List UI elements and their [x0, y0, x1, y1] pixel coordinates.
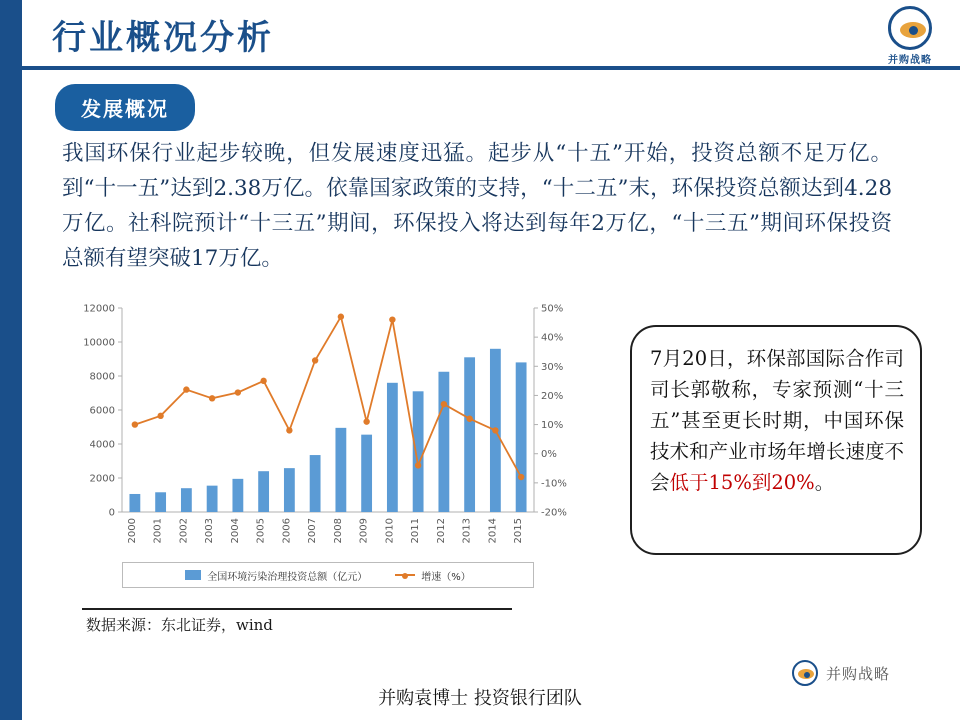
svg-text:2014: 2014	[487, 518, 499, 544]
wechat-account-label: 并购战略	[825, 664, 890, 683]
svg-text:2002: 2002	[178, 518, 190, 544]
eye-icon	[888, 6, 932, 50]
svg-text:2015: 2015	[513, 518, 525, 544]
callout-box	[630, 325, 922, 555]
svg-text:2010: 2010	[384, 518, 396, 544]
svg-text:2007: 2007	[307, 518, 319, 544]
svg-text:2011: 2011	[410, 518, 422, 544]
svg-text:2003: 2003	[204, 518, 216, 544]
svg-text:2009: 2009	[358, 518, 370, 544]
left-accent-bar	[0, 0, 22, 720]
svg-text:6000: 6000	[89, 405, 115, 417]
callout-text-before: 7月20日，环保部国际合作司司长郭敬称，专家预测“十三五”甚至更长时期，中国环保技术和产业市场年增长速度不会	[650, 347, 904, 494]
legend-bar-label: 全国环境污染治理投资总额（亿元）	[207, 571, 368, 583]
body-paragraph: 我国环保行业起步较晚，但发展速度迅猛。起步从“十五”开始，投资总额不足万亿。到“十一五”达到2.38万亿。依靠国家政策的支持，“十二五”末，环保投资总额达到4.28万亿。社科院预计“十三五”期间，环保投入将达到每年2万亿，“十三五”期间环保投资总额有望突破17万亿。	[62, 141, 892, 271]
brand-logo	[878, 6, 942, 64]
svg-text:2013: 2013	[461, 518, 473, 544]
svg-text:12000: 12000	[83, 303, 115, 315]
footer-team-label: 并购袁博士 投资银行团队	[378, 688, 582, 709]
svg-text:2008: 2008	[332, 518, 344, 544]
section-pill: 发展概况	[55, 84, 195, 131]
legend-line-swatch-icon	[395, 574, 415, 576]
svg-text:2001: 2001	[152, 518, 164, 544]
slide-header	[22, 0, 960, 72]
svg-text:2000: 2000	[126, 518, 138, 544]
legend-item-bar	[185, 568, 367, 583]
svg-text:2012: 2012	[435, 518, 447, 544]
legend-bar-swatch-icon	[185, 570, 201, 580]
wechat-eye-icon	[792, 660, 818, 686]
svg-text:2006: 2006	[281, 518, 293, 544]
source-divider	[82, 608, 512, 610]
chart-card	[60, 300, 590, 650]
svg-text:4000: 4000	[89, 439, 115, 451]
page-title: 行业概况分析	[52, 18, 274, 58]
logo-label: 并购战略	[888, 55, 932, 66]
callout-highlight: 低于15%到20%	[669, 471, 815, 494]
svg-text:-10%: -10%	[541, 478, 567, 490]
title-divider	[22, 66, 960, 70]
svg-text:2004: 2004	[229, 518, 241, 544]
svg-text:40%: 40%	[541, 332, 564, 344]
svg-text:30%: 30%	[541, 361, 564, 373]
chart-canvas	[60, 300, 590, 562]
svg-text:50%: 50%	[541, 303, 564, 315]
svg-text:8000: 8000	[89, 371, 115, 383]
legend-line-label: 增速（%）	[421, 571, 471, 583]
svg-text:2005: 2005	[255, 518, 267, 544]
svg-text:10000: 10000	[83, 337, 115, 349]
callout-text-after: 。	[814, 471, 835, 494]
svg-text:20%: 20%	[541, 390, 564, 402]
svg-text:10%: 10%	[541, 420, 564, 432]
svg-text:2000: 2000	[89, 473, 115, 485]
svg-text:-20%: -20%	[541, 507, 567, 519]
svg-text:0: 0	[108, 507, 115, 519]
combo-chart-svg	[60, 300, 590, 562]
chart-legend	[122, 562, 534, 588]
legend-item-line	[395, 568, 471, 583]
svg-text:0%: 0%	[541, 449, 557, 461]
wechat-brand	[792, 660, 890, 686]
chart-source-label: 数据来源：东北证券，wind	[86, 616, 273, 634]
